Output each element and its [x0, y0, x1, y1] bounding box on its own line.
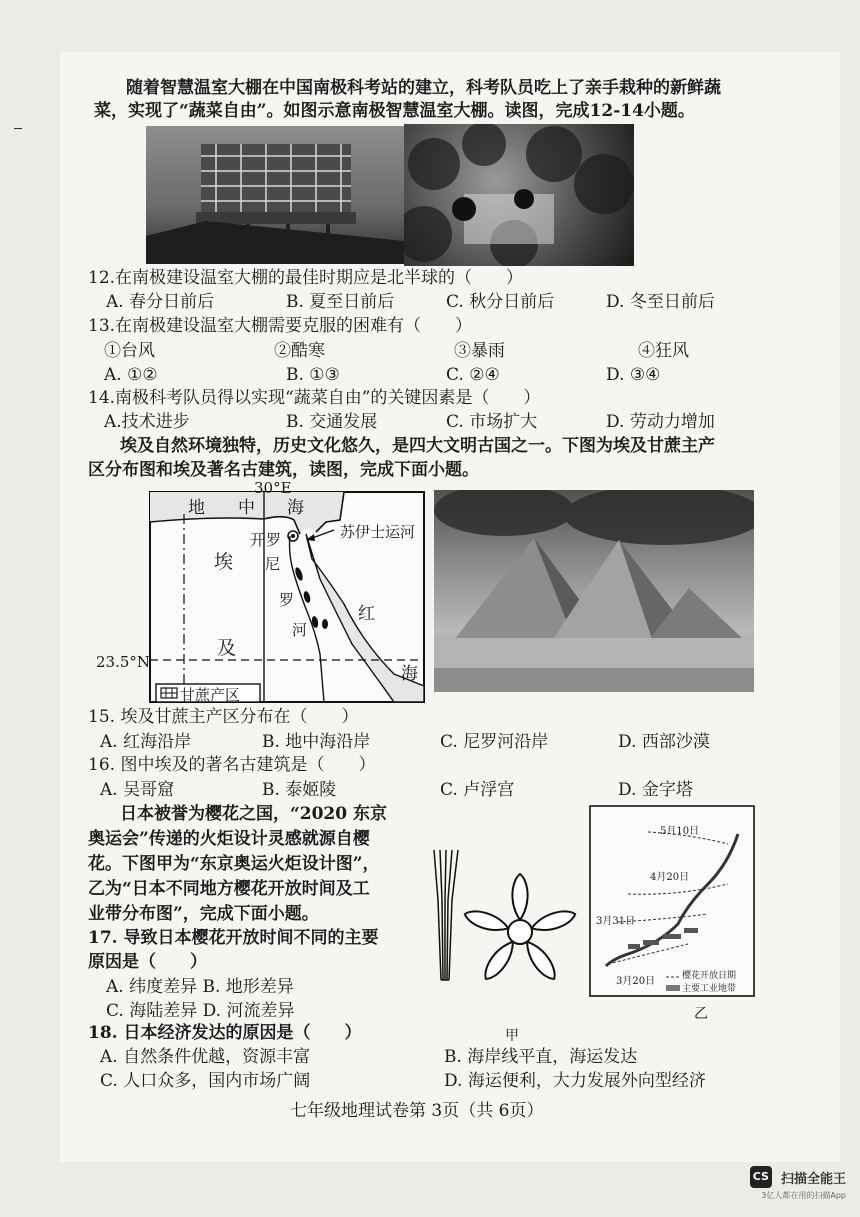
map-cairo-char-1: 开	[250, 531, 266, 549]
greenhouse-exterior-photo	[146, 126, 404, 264]
q16-option-a[interactable]: A. 吴哥窟	[100, 780, 175, 800]
japan-date-1: 5月10日	[660, 826, 700, 837]
intro-3-line-1: 日本被誉为樱花之国，“2020 东京	[120, 804, 388, 824]
q12-option-c[interactable]: C. 秋分日前后	[446, 292, 555, 312]
camscanner-name: 扫描全能王	[780, 1171, 846, 1187]
intro-3-line-4: 乙为“日本不同地方樱花开放时间及工	[88, 879, 370, 899]
q13-option-b[interactable]: B. ①③	[286, 365, 340, 385]
greenhouse-interior-photo	[404, 124, 634, 266]
q13-option-a[interactable]: A. ①②	[104, 365, 158, 385]
torch-design-figure	[424, 840, 584, 1020]
map-red-sea-char-2: 海	[401, 664, 418, 684]
intro-3-line-3: 花。下图甲为“东京奥运火炬设计图”，	[88, 854, 380, 874]
q15-stem: 15. 埃及甘蔗主产区分布在（ ）	[88, 707, 359, 727]
q17-stem-line-2: 原因是（ ）	[88, 952, 207, 972]
q13-option-d[interactable]: D. ③④	[606, 365, 661, 385]
q14-option-a[interactable]: A.技术进步	[104, 412, 190, 432]
q13-statement-3: ③暴雨	[454, 341, 505, 361]
map-cairo-char-2: 罗	[266, 531, 282, 549]
q13-statement-2: ②酷寒	[274, 341, 325, 361]
q17-options-cd[interactable]: C. 海陆差异 D. 河流差异	[106, 1001, 295, 1021]
camscanner-tagline: 3亿人都在用的扫描App	[761, 1191, 846, 1200]
q18-option-b[interactable]: B. 海岸线平直，海运发达	[444, 1047, 638, 1067]
map-sea-char-1: 地	[188, 498, 205, 518]
japan-date-4: 3月20日	[616, 976, 656, 987]
q12-option-d[interactable]: D. 冬至日前后	[606, 292, 715, 312]
japan-legend-industry: 主要工业地带	[682, 984, 737, 994]
map-sea-char-2: 中	[238, 498, 255, 518]
camscanner-logo-icon: CS	[750, 1166, 772, 1188]
intro-2-line-1: 埃及自然环境独特，历史文化悠久，是四大文明古国之一。下图为埃及甘蔗主产	[120, 436, 715, 456]
q18-option-c[interactable]: C. 人口众多，国内市场广阔	[100, 1071, 311, 1091]
q15-option-b[interactable]: B. 地中海沿岸	[262, 732, 371, 752]
map-nile-char-3: 河	[292, 621, 308, 639]
q16-option-b[interactable]: B. 泰姬陵	[262, 780, 337, 800]
q18-option-d[interactable]: D. 海运便利，大力发展外向型经济	[444, 1071, 706, 1091]
map-red-sea-char-1: 红	[358, 604, 375, 624]
q16-option-d[interactable]: D. 金字塔	[618, 780, 693, 800]
q14-option-d[interactable]: D. 劳动力增加	[606, 412, 715, 432]
japan-date-3: 3月31日	[596, 916, 636, 927]
q14-option-b[interactable]: B. 交通发展	[286, 412, 378, 432]
q14-stem: 14.南极科考队员得以实现“蔬菜自由”的关键因素是（ ）	[88, 388, 541, 408]
intro-2-line-2: 区分布图和埃及著名古建筑，读图，完成下面小题。	[88, 460, 479, 480]
figure-label-yi: 乙	[694, 1006, 708, 1022]
scan-mark	[14, 128, 22, 129]
map-nile-char-2: 罗	[279, 591, 295, 609]
q12-stem: 12.在南极建设温室大棚的最佳时期应是北半球的（ ）	[88, 268, 524, 288]
q15-option-a[interactable]: A. 红海沿岸	[100, 732, 192, 752]
intro-3-line-2: 奥运会”传递的火炬设计灵感就源自樱	[88, 829, 370, 849]
map-legend-label: 甘蔗产区	[180, 686, 241, 704]
q13-statement-1: ①台风	[104, 341, 155, 361]
q18-stem: 18. 日本经济发达的原因是（ ）	[88, 1023, 362, 1043]
q13-option-c[interactable]: C. ②④	[446, 365, 500, 385]
q13-statement-4: ④狂风	[638, 341, 689, 361]
scanner-watermark	[750, 1166, 846, 1201]
q13-stem: 13.在南极建设温室大棚需要克服的困难有（ ）	[88, 316, 473, 336]
q17-options-ab[interactable]: A. 纬度差异 B. 地形差异	[106, 977, 294, 997]
q16-option-c[interactable]: C. 卢浮宫	[440, 780, 515, 800]
japan-date-2: 4月20日	[650, 872, 690, 883]
q17-stem-line-1: 17. 导致日本樱花开放时间不同的主要	[88, 928, 379, 948]
q18-option-a[interactable]: A. 自然条件优越，资源丰富	[100, 1047, 311, 1067]
map-latitude-label: 23.5°N	[96, 653, 151, 671]
q16-stem: 16. 图中埃及的著名古建筑是（ ）	[88, 755, 376, 775]
map-nile-char-1: 尼	[265, 555, 281, 573]
map-country-char-1: 埃	[214, 551, 234, 573]
intro-1-line-2: 菜，实现了“蔬菜自由”。如图示意南极智慧温室大棚。读图，完成12-14小题。	[94, 101, 695, 121]
pyramids-photo	[434, 490, 754, 692]
q14-option-c[interactable]: C. 市场扩大	[446, 412, 538, 432]
map-suez-canal-label: 苏伊士运河	[340, 523, 416, 541]
map-longitude-label: 30°E	[254, 479, 292, 497]
map-sea-char-3: 海	[287, 498, 304, 518]
intro-1-line-1: 随着智慧温室大棚在中国南极科考站的建立，科考队员吃上了亲手栽种的新鲜蔬	[126, 78, 721, 98]
japan-legend-sakura: 樱花开放日期	[682, 971, 737, 981]
intro-3-line-5: 业带分布图”，完成下面小题。	[88, 904, 319, 924]
q15-option-d[interactable]: D. 西部沙漠	[618, 732, 710, 752]
q15-option-c[interactable]: C. 尼罗河沿岸	[440, 732, 549, 752]
page-footer: 七年级地理试卷第 3页（共 6页）	[290, 1101, 544, 1121]
q12-option-b[interactable]: B. 夏至日前后	[286, 292, 395, 312]
map-country-char-2: 及	[217, 637, 237, 659]
figure-label-jia: 甲	[505, 1028, 519, 1044]
q12-option-a[interactable]: A. 春分日前后	[106, 292, 215, 312]
